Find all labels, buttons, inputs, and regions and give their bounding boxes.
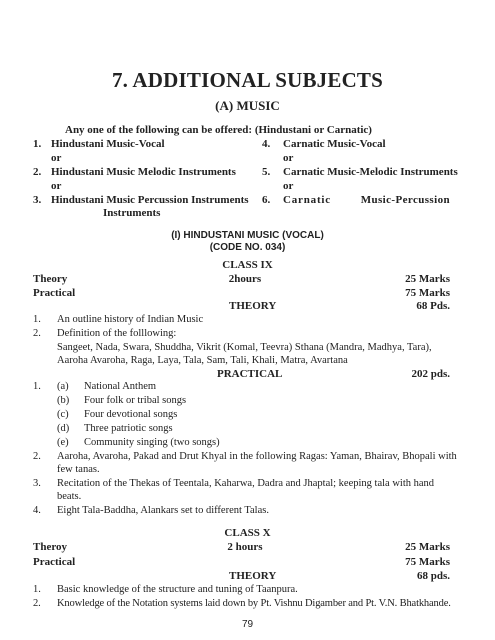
class9-theory-label: Theory: [33, 273, 68, 285]
class9-practical-item-2-line1: Aaroha, Avaroha, Pakad and Drut Khyal in the following Ragas: Yaman, Bhairav, Bhopali with: [57, 451, 457, 462]
offer-num-6: 6.: [262, 194, 271, 206]
class10-theory-item-2-num: 2.: [33, 598, 41, 609]
class10-theory-time: 2 hours: [227, 541, 263, 553]
class9-theory-time: 2hours: [228, 273, 262, 285]
offer-num-3: 3.: [33, 194, 42, 206]
class9-practical-heading: PRACTICAL: [217, 368, 283, 380]
class10-title: CLASS X: [224, 527, 271, 539]
offer-intro: Any one of the following can be offered: (Hindustani or Carnatic): [65, 124, 372, 136]
class10-theory-marks: 25 Marks: [405, 541, 450, 553]
practical-sub-d-num: (d): [57, 423, 70, 434]
class10-practical-marks: 75 Marks: [405, 556, 450, 568]
section-subtitle: (A) MUSIC: [215, 98, 280, 113]
offer-item-3: Hindustani Music Percussion Instruments: [51, 194, 249, 206]
class9-theory-periods: 68 Pds.: [416, 300, 450, 312]
class9-practical-marks: 75 Marks: [405, 287, 450, 299]
offer-num-2: 2.: [33, 166, 42, 178]
offer-num-5: 5.: [262, 166, 271, 178]
offer-item-4: Carnatic Music-Vocal: [283, 138, 386, 150]
class9-practical-label: Practical: [33, 287, 76, 299]
offer-item-1: Hindustani Music-Vocal: [51, 138, 165, 150]
offer-item-3-continued: Instruments: [103, 207, 161, 219]
practical-sub-a: National Anthem: [84, 381, 157, 392]
offer-or-right-1: or: [283, 152, 294, 164]
class9-practical-item-1-num: 1.: [33, 381, 41, 392]
class9-theory-item-2-num: 2.: [33, 328, 41, 339]
class9-theory-item-2: Definition of the folllowing:: [57, 328, 177, 339]
practical-sub-c: Four devotional songs: [84, 409, 178, 420]
section-heading-line1: (I) HINDUSTANI MUSIC (VOCAL): [171, 230, 324, 241]
class10-theory-item-2: Knowledge of the Notation systems laid down by Pt. Vishnu Digamber and Pt. V.N. Bhatkhande.: [57, 598, 451, 609]
class9-definitions-line1: Sangeet, Nada, Swara, Shuddha, Vikrit (Komal, Teevra) Sthana (Mandra, Madhya, Tara),: [57, 342, 432, 353]
offer-or-left-1: or: [51, 152, 62, 164]
offer-num-4: 4.: [262, 138, 271, 150]
offer-item-2: Hindustani Music Melodic Instruments: [51, 166, 236, 178]
class9-practical-item-3-line2: beats.: [57, 491, 82, 502]
class9-definitions-line2: Aaroha Avaroha, Raga, Laya, Tala, Sam, Tali, Khali, Matra, Avartana: [57, 355, 348, 366]
practical-sub-a-num: (a): [57, 381, 69, 392]
class10-theory-item-1-num: 1.: [33, 584, 41, 595]
class9-theory-marks: 25 Marks: [405, 273, 450, 285]
page-title: 7. ADDITIONAL SUBJECTS: [111, 68, 384, 92]
class9-theory-item-1: An outline history of Indian Music: [57, 314, 204, 325]
class9-practical-item-3-num: 3.: [33, 478, 41, 489]
offer-item-6-part-a: Carnatic: [283, 194, 331, 206]
offer-item-5: Carnatic Music-Melodic Instruments: [283, 166, 458, 178]
offer-or-right-2: or: [283, 180, 294, 192]
offer-item-6-part-b: Music-Percussion: [360, 194, 450, 206]
offer-num-1: 1.: [33, 138, 42, 150]
practical-sub-e: Community singing (two songs): [84, 437, 220, 448]
class10-theory-heading: THEORY: [229, 570, 277, 582]
class10-theory-periods: 68 pds.: [416, 570, 450, 582]
class9-practical-item-2-line2: few tanas.: [57, 464, 100, 475]
class10-theory-label: Theroy: [33, 541, 68, 553]
class10-practical-label: Practical: [33, 556, 76, 568]
class9-theory-heading: THEORY: [229, 300, 277, 312]
class9-practical-item-4-num: 4.: [33, 505, 41, 516]
practical-sub-c-num: (c): [57, 409, 69, 420]
offer-or-left-2: or: [51, 180, 62, 192]
class9-practical-item-3-line1: Recitation of the Thekas of Teentala, Kaharwa, Dadra and Jhaptal; keeping tala with hand: [57, 478, 435, 489]
practical-sub-d: Three patriotic songs: [84, 423, 173, 434]
class9-title: CLASS IX: [222, 259, 273, 271]
class9-practical-periods: 202 pds.: [411, 368, 450, 380]
class9-practical-item-2-num: 2.: [33, 451, 41, 462]
practical-sub-e-num: (e): [57, 437, 69, 448]
page-number: 79: [241, 619, 254, 630]
practical-sub-b: Four folk or tribal songs: [84, 395, 187, 406]
class10-theory-item-1: Basic knowledge of the structure and tuning of Taanpura.: [57, 584, 298, 595]
practical-sub-b-num: (b): [57, 395, 70, 406]
class9-practical-item-4: Eight Tala-Baddha, Alankars set to different Talas.: [57, 505, 269, 516]
section-heading-line2: (CODE NO. 034): [209, 242, 286, 253]
class9-theory-item-1-num: 1.: [33, 314, 41, 325]
